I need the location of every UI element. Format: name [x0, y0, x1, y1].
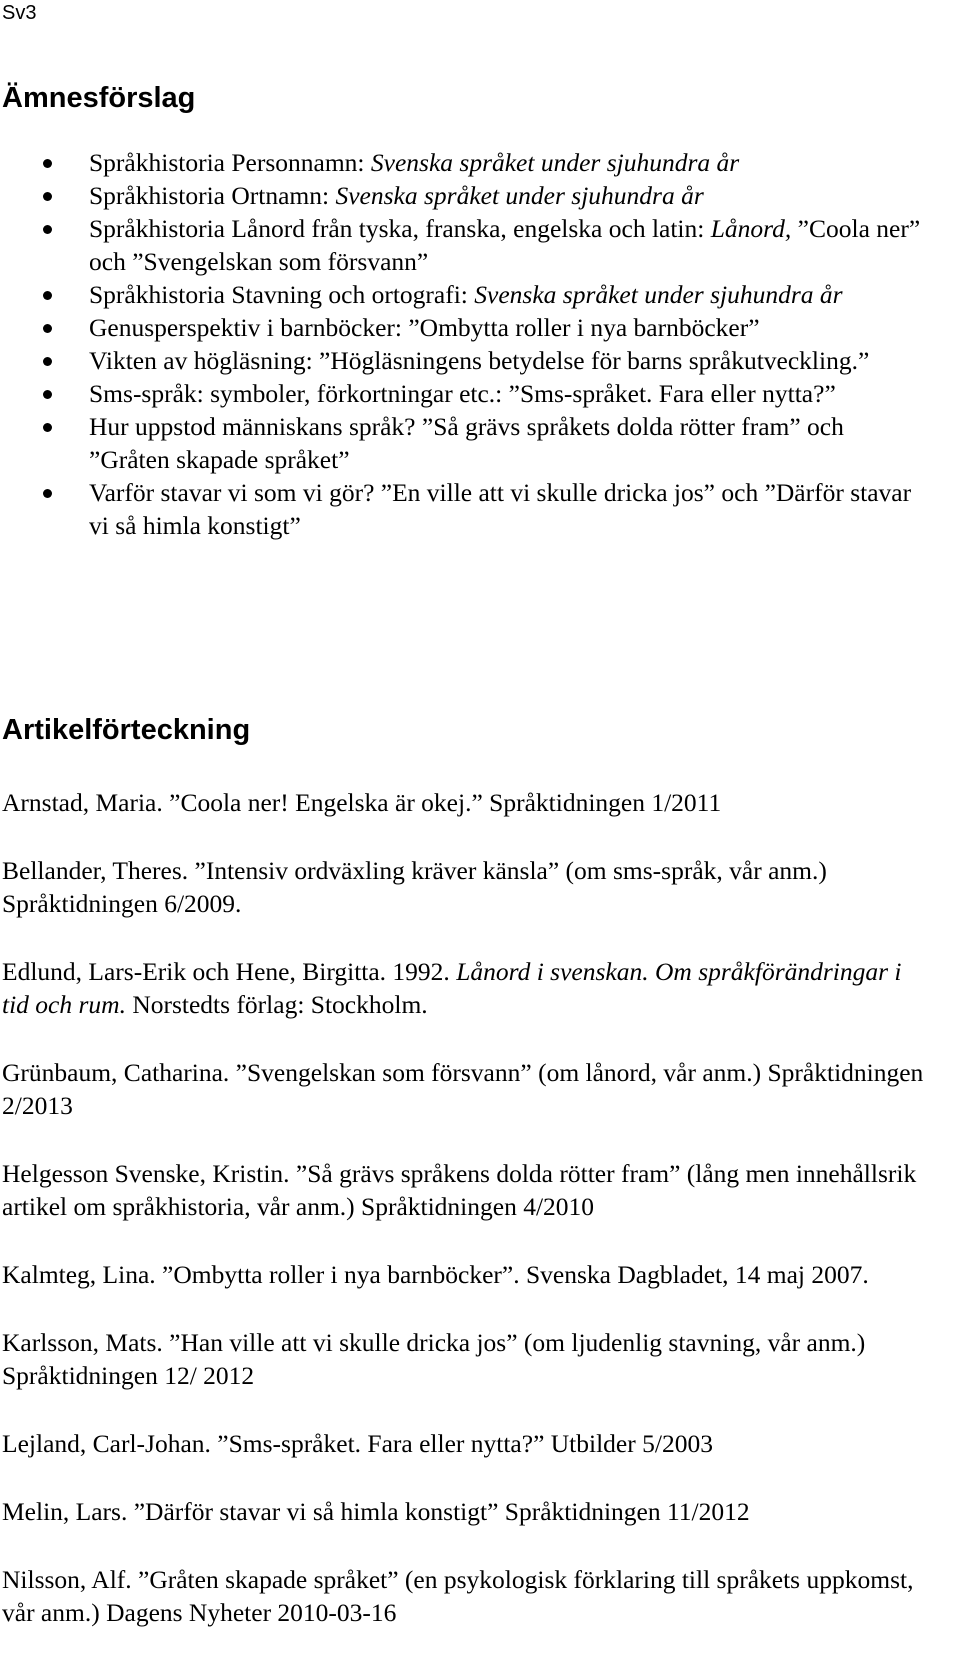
suggestion-item	[0, 146, 930, 179]
article-italic: Lånord i svenskan. Om språkförändringar i tid och rum.	[2, 957, 902, 1019]
suggestion-tail: ”Coola ner” och ”Svengelskan som försvann”	[89, 214, 921, 276]
article-entry	[2, 1326, 932, 1392]
document-code: Sv3	[2, 2, 37, 24]
article-entry	[2, 1258, 932, 1291]
article-text: Nilsson, Alf. ”Gråten skapade språket” (en psykologisk förklaring till språkets uppkomst, vår anm.) Dagens Nyheter 2010-03-16	[2, 1565, 914, 1627]
article-entry	[2, 786, 932, 819]
article-entry	[2, 1495, 932, 1528]
article-tail: Norstedts förlag: Stockholm.	[125, 990, 428, 1019]
suggestion-item	[0, 344, 930, 377]
suggestion-item	[0, 278, 930, 311]
suggestion-text: Hur uppstod människans språk? ”Så grävs språkets dolda rötter fram” och ”Gråten skapade språket”	[89, 412, 844, 474]
article-entry	[2, 1427, 932, 1460]
article-text: Lejland, Carl-Johan. ”Sms-språket. Fara eller nytta?” Utbilder 5/2003	[2, 1429, 713, 1458]
suggestion-text: Sms-språk: symboler, förkortningar etc.: ”Sms-språket. Fara eller nytta?”	[89, 379, 836, 408]
article-text: Melin, Lars. ”Därför stavar vi så himla konstigt” Språktidningen 11/2012	[2, 1497, 750, 1526]
suggestion-italic: Svenska språket under sjuhundra år	[370, 148, 740, 177]
article-text: Karlsson, Mats. ”Han ville att vi skulle dricka jos” (om ljudenlig stavning, vår anm.) Språktidningen 12/ 2012	[2, 1328, 866, 1390]
article-entry	[2, 955, 932, 1021]
suggestion-text: Språkhistoria Stavning och ortografi:	[89, 280, 475, 309]
suggestion-item	[0, 179, 930, 212]
article-entry	[2, 1563, 932, 1629]
article-text: Grünbaum, Catharina. ”Svengelskan som försvann” (om lånord, vår anm.) Språktidningen 2/2013	[2, 1058, 924, 1120]
suggestion-text: Språkhistoria Personnamn:	[89, 148, 371, 177]
article-entry	[2, 1056, 932, 1122]
suggestion-text: Vikten av högläsning: ”Högläsningens betydelse för barns språkutveckling.”	[89, 346, 870, 375]
suggestion-italic: Svenska språket under sjuhundra år	[335, 181, 704, 210]
suggestion-item	[0, 212, 930, 278]
article-text: Bellander, Theres. ”Intensiv ordväxling kräver känsla” (om sms-språk, vår anm.) Språktidningen 6/2009.	[2, 856, 827, 918]
article-text: Kalmteg, Lina. ”Ombytta roller i nya barnböcker”. Svenska Dagbladet, 14 maj 2007.	[2, 1260, 869, 1289]
article-text: Arnstad, Maria. ”Coola ner! Engelska är okej.” Språktidningen 1/2011	[2, 788, 722, 817]
suggestion-text: Språkhistoria Ortnamn:	[89, 181, 336, 210]
article-list	[2, 786, 932, 1664]
suggestion-italic: Lånord,	[710, 214, 792, 243]
suggestion-text: Varför stavar vi som vi gör? ”En ville att vi skulle dricka jos” och ”Därför stavar vi så himla konstigt”	[89, 478, 912, 540]
article-text: Helgesson Svenske, Kristin. ”Så grävs språkens dolda rötter fram” (lång men innehållsrik artikel om språkhistoria, vår anm.) Språktidningen 4/2010	[2, 1159, 917, 1221]
suggestion-text: Språkhistoria Lånord från tyska, franska, engelska och latin:	[89, 214, 711, 243]
suggestions-list	[0, 146, 930, 542]
article-entry	[2, 1157, 932, 1223]
suggestion-item	[0, 311, 930, 344]
suggestion-text: Genusperspektiv i barnböcker: ”Ombytta roller i nya barnböcker”	[89, 313, 760, 342]
suggestion-item	[0, 410, 930, 476]
suggestion-item	[0, 476, 930, 542]
suggestions-heading: Ämnesförslag	[2, 82, 196, 114]
article-text: Edlund, Lars-Erik och Hene, Birgitta. 1992.	[2, 957, 457, 986]
suggestion-italic: Svenska språket under sjuhundra år	[474, 280, 843, 309]
article-entry	[2, 854, 932, 920]
articles-heading: Artikelförteckning	[2, 714, 251, 746]
suggestion-item	[0, 377, 930, 410]
